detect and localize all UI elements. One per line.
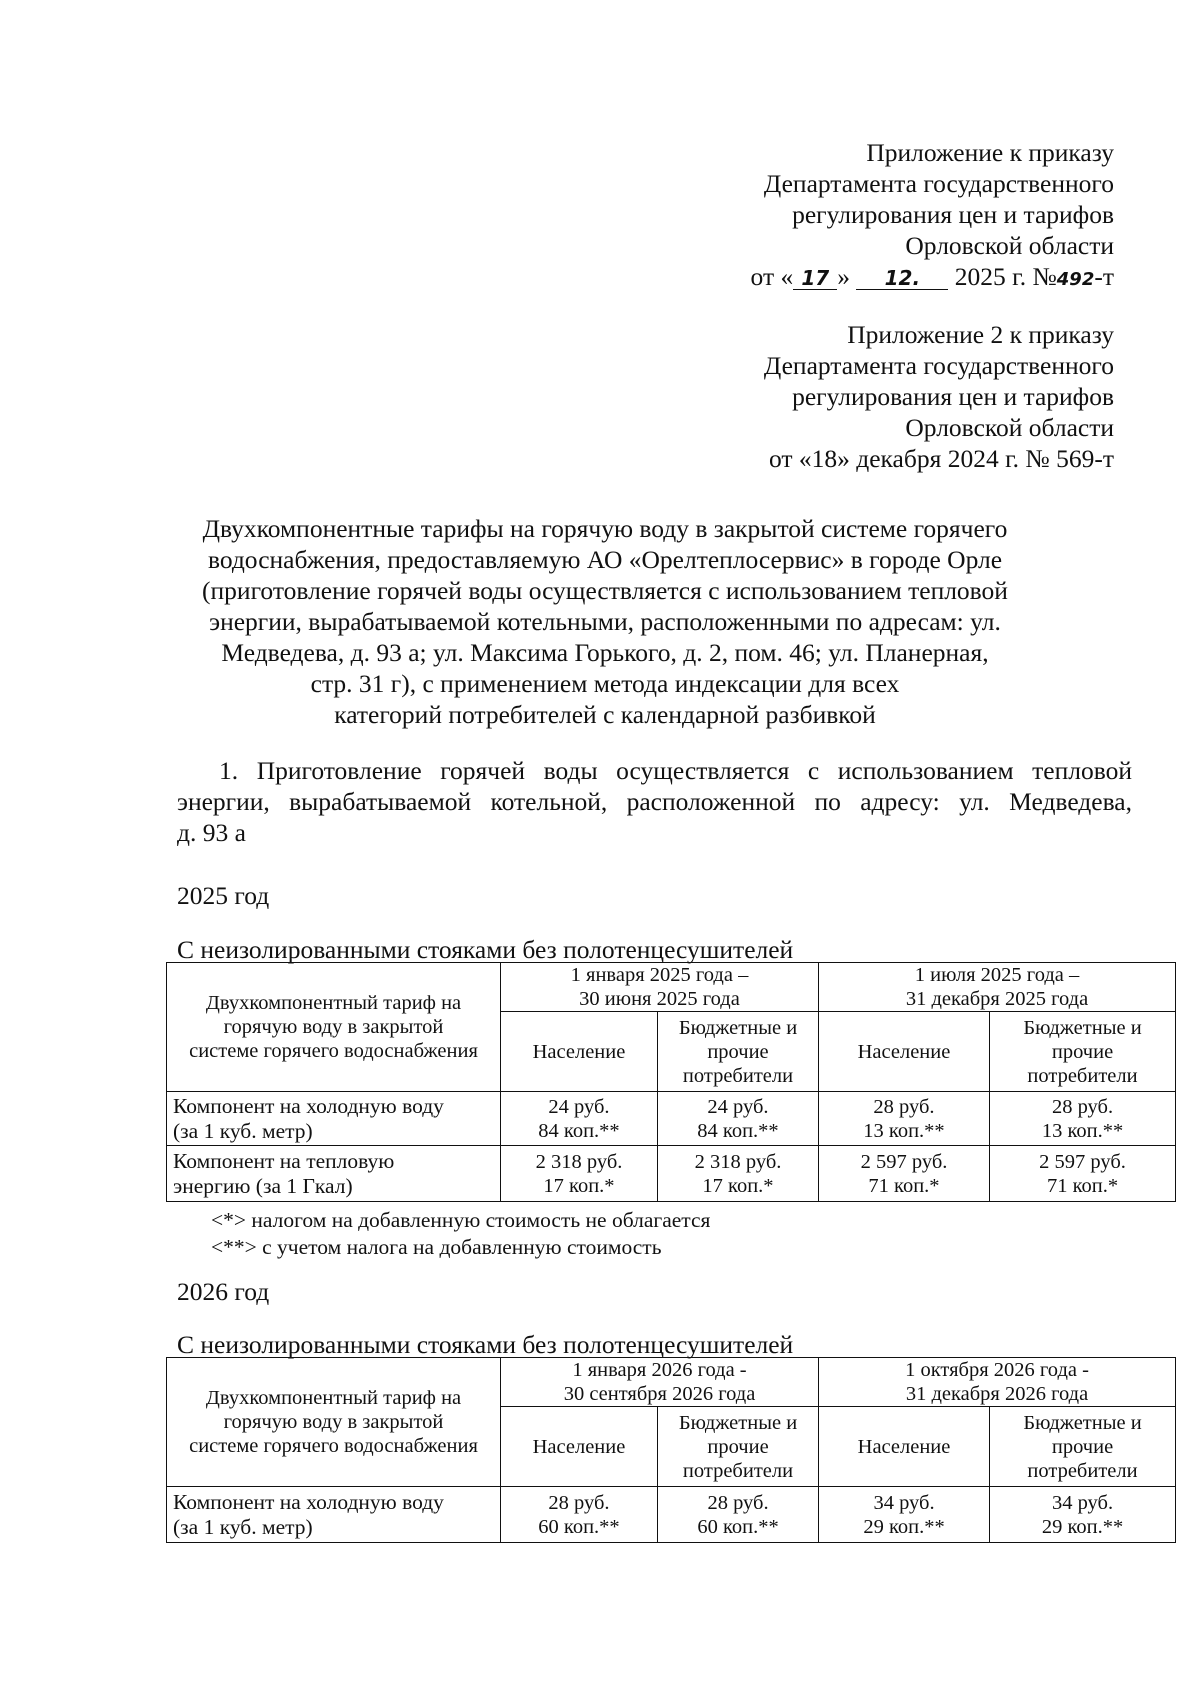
appendix-header-previous — [764, 319, 1114, 474]
tariff-cell: 28 руб. 13 коп.** — [990, 1092, 1176, 1146]
tariff-cell: 2 318 руб. 17 коп.* — [501, 1146, 658, 1202]
row-label-heat-energy: Компонент на тепловую энергию (за 1 Гкал) — [167, 1146, 501, 1202]
appendix-line: Орловской области — [905, 231, 1114, 260]
paragraph-line: 1. Приготовление горячей воды осуществляется с использованием тепловой — [219, 756, 1132, 785]
handwritten-month: 12. — [856, 267, 948, 290]
tariff-cell: 2 318 руб. 17 коп.* — [658, 1146, 819, 1202]
tariff-cell: 24 руб. 84 коп.** — [501, 1092, 658, 1146]
appendix-line: от «18» декабря 2024 г. № 569-т — [768, 444, 1114, 473]
table-corner-header: Двухкомпонентный тариф на горячую воду в закрытой системе горячего водоснабжения — [167, 1358, 501, 1487]
tariff-table-2025 — [166, 962, 1176, 1202]
appendix-line: регулирования цен и тарифов — [792, 200, 1114, 229]
paragraph-line: энергии, вырабатываемой котельной, расположенной по адресу: ул. Медведева, — [177, 787, 1132, 816]
year-heading-2026: 2026 год — [177, 1277, 270, 1306]
table-row — [167, 1092, 1176, 1146]
appendix-line: Департамента государственного — [763, 169, 1114, 198]
period-header: 1 января 2026 года - 30 сентября 2026 года — [501, 1358, 819, 1407]
title-line: Медведева, д. 93 а; ул. Максима Горького, д. 2, пом. 46; ул. Планерная, — [221, 638, 989, 667]
column-header-population: Население — [501, 1012, 658, 1092]
tariff-cell: 34 руб. 29 коп.** — [990, 1487, 1176, 1543]
table-row — [167, 1487, 1176, 1543]
appendix-line: Приложение к приказу — [866, 138, 1114, 167]
column-header-budget: Бюджетные и прочие потребители — [658, 1407, 819, 1487]
handwritten-day: 17 — [793, 267, 837, 290]
handwritten-number: 492 — [1056, 269, 1095, 290]
row-label-cold-water: Компонент на холодную воду (за 1 куб. метр) — [167, 1092, 501, 1146]
table-corner-header: Двухкомпонентный тариф на горячую воду в закрытой системе горячего водоснабжения — [167, 963, 501, 1092]
column-header-budget: Бюджетные и прочие потребители — [990, 1407, 1176, 1487]
tariff-cell: 28 руб. 60 коп.** — [501, 1487, 658, 1543]
appendix-line: регулирования цен и тарифов — [792, 382, 1114, 411]
title-line: (приготовление горячей воды осуществляется с использованием тепловой — [202, 576, 1008, 605]
subheading-2025: С неизолированными стояками без полотенцесушителей — [177, 935, 794, 964]
appendix-header-current — [751, 137, 1114, 295]
footnote-vat-exempt: <*> налогом на добавленную стоимость не облагается — [211, 1208, 711, 1232]
footnote-vat-included: <**> с учетом налога на добавленную стоимость — [211, 1235, 662, 1259]
period-header: 1 июля 2025 года – 31 декабря 2025 года — [819, 963, 1176, 1012]
appendix-line: Приложение 2 к приказу — [847, 320, 1114, 349]
paragraph-line: д. 93 а — [177, 818, 246, 847]
title-line: водоснабжения, предоставляемую АО «Орелтеплосервис» в городе Орле — [207, 545, 1003, 574]
tariff-table-2026 — [166, 1357, 1176, 1543]
column-header-population: Население — [501, 1407, 658, 1487]
appendix-line: Орловской области — [905, 413, 1114, 442]
row-label-cold-water: Компонент на холодную воду (за 1 куб. метр) — [167, 1487, 501, 1543]
tariff-cell: 28 руб. 13 коп.** — [819, 1092, 990, 1146]
column-header-budget: Бюджетные и прочие потребители — [990, 1012, 1176, 1092]
period-header: 1 января 2025 года – 30 июня 2025 года — [501, 963, 819, 1012]
column-header-population: Население — [819, 1012, 990, 1092]
document-title — [120, 513, 1090, 730]
title-line: стр. 31 г), с применением метода индексации для всех — [310, 669, 900, 698]
date-year: 2025 г. № — [954, 262, 1057, 291]
title-line: Двухкомпонентные тарифы на горячую воду в закрытой системе горячего — [202, 514, 1008, 543]
subheading-2026: С неизолированными стояками без полотенцесушителей — [177, 1330, 794, 1359]
title-line: энергии, вырабатываемой котельными, расположенными по адресам: ул. — [209, 607, 1001, 636]
table-row — [167, 1146, 1176, 1202]
title-line: категорий потребителей с календарной разбивкой — [334, 700, 876, 729]
year-heading-2025: 2025 год — [177, 881, 270, 910]
date-prefix: от « — [750, 262, 794, 291]
number-suffix: -т — [1094, 262, 1114, 291]
period-header: 1 октября 2026 года - 31 декабря 2026 года — [819, 1358, 1176, 1407]
tariff-cell: 2 597 руб. 71 коп.* — [819, 1146, 990, 1202]
column-header-population: Население — [819, 1407, 990, 1487]
tariff-cell: 34 руб. 29 коп.** — [819, 1487, 990, 1543]
tariff-cell: 28 руб. 60 коп.** — [658, 1487, 819, 1543]
section-1-paragraph — [177, 755, 1132, 848]
order-date-line — [751, 261, 1114, 295]
column-header-budget: Бюджетные и прочие потребители — [658, 1012, 819, 1092]
date-mid: » — [837, 262, 850, 291]
appendix-line: Департамента государственного — [763, 351, 1114, 380]
tariff-cell: 24 руб. 84 коп.** — [658, 1092, 819, 1146]
tariff-cell: 2 597 руб. 71 коп.* — [990, 1146, 1176, 1202]
